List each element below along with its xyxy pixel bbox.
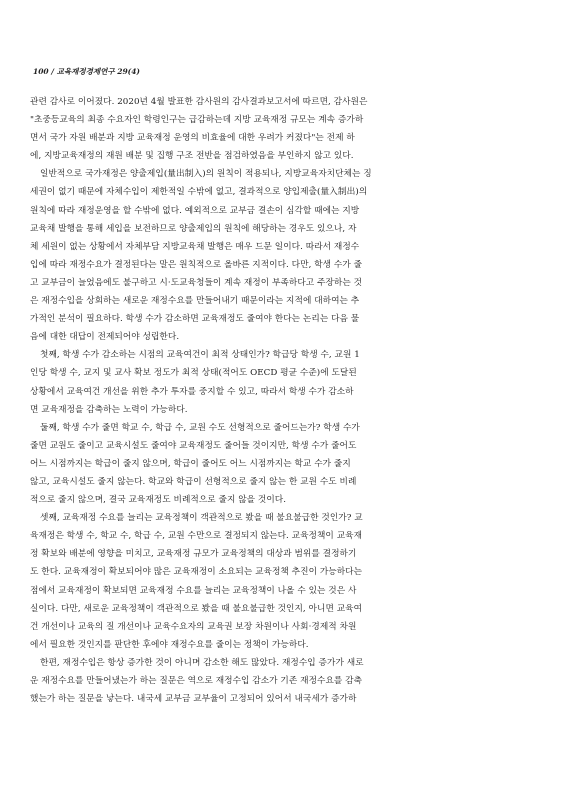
text-line: 운 재정수요를 만들어냈는가 하는 질문은 역으로 재정수입 감소가 기존 재정수요를 감축 bbox=[30, 676, 363, 686]
text-line: 면 교육재정을 감축하는 노력이 가능하다. bbox=[30, 404, 188, 415]
text-line: 않고, 교육시설도 줄지 않는다. 학교와 학급이 선형적으로 줄지 않는 한 교원 수도 비례 bbox=[30, 476, 357, 487]
text-line: 어느 시점까지는 학급이 줄지 않으며, 학급이 줄어도 어느 시점까지는 학교 수가 줄지 bbox=[30, 458, 351, 469]
text-line: 일반적으로 국가재정은 양출제입(量出制入)의 원칙이 적용되나, 지방교육자치단체는 징 bbox=[40, 169, 372, 180]
paragraph bbox=[30, 419, 540, 509]
text-line: 점에서 교육재정이 확보되면 교육재정 수요를 늘리는 교육정책이 나올 수 있는 것은 사 bbox=[30, 585, 357, 596]
paragraph bbox=[30, 509, 540, 654]
text-line: 육재정은 학생 수, 학교 수, 학급 수, 교원 수만으로 결정되지 않는다. 교육정책이 교육재 bbox=[30, 531, 363, 542]
text-line: 상황에서 교육여건 개선을 위한 추가 투자를 중지할 수 있고, 따라서 학생 수가 감소하 bbox=[30, 386, 354, 397]
text-line: 체 세원이 없는 상황에서 자체부담 지방교육채 발행은 매우 드문 일이다. 따라서 재정수 bbox=[30, 241, 360, 252]
text-line: 실이다. 다만, 새로운 교육정책이 객관적으로 봤을 때 불요불급한 것인지, 아니면 교육여 bbox=[30, 603, 363, 614]
journal-title: 교육재정경제연구 29(4) bbox=[56, 67, 140, 76]
text-line: 적으로 줄지 않으며, 결국 교육재정도 비례적으로 줄지 않을 것이다. bbox=[30, 495, 287, 506]
text-line: 면서 국가 자원 배분과 지방 교육재정 운영의 비효율에 대한 우려가 커졌다"는 전제 하 bbox=[30, 133, 355, 144]
text-line: "초중등교육의 최종 수요자인 학령인구는 급감하는데 지방 교육재정 규모는 계속 증가하 bbox=[30, 115, 364, 126]
text-line: 셋째, 교육재정 수요를 늘리는 교육정책이 객관적으로 봤을 때 불요불급한 것인가? 교 bbox=[40, 513, 363, 524]
text-line: 둘째, 학생 수가 줄면 학교 수, 학급 수, 교원 수도 선형적으로 줄어드는가? 학생 수가 bbox=[40, 422, 360, 433]
paragraph bbox=[30, 93, 540, 165]
text-line: 에서 필요한 것인지를 판단한 후에야 재정수요를 줄이는 정책이 가능하다. bbox=[30, 639, 309, 650]
paragraph bbox=[30, 654, 540, 708]
text-line: 한편, 재정수입은 항상 증가한 것이 아니며 감소한 해도 많았다. 재정수입 증가가 새로 bbox=[40, 657, 364, 668]
text-line: 교육채 발행을 통해 세입을 보전하므로 양출제입의 원칙에 해당하는 경우도 있으나, 자 bbox=[30, 223, 357, 234]
page-number: 100 bbox=[33, 67, 49, 76]
text-line: 정 확보와 배분에 영향을 미치고, 교육재정 규모가 교육정책의 대상과 범위를 결정하기 bbox=[30, 549, 357, 560]
text-line: 은 재정수입을 상회하는 새로운 재정수요를 만들어내기 때문이라는 지적에 대하여는 추 bbox=[30, 296, 360, 307]
text-line: 에, 지방교육재정의 재원 배분 및 집행 구조 전반을 점검하였음을 부인하지 않고 있다. bbox=[30, 151, 354, 162]
paragraph bbox=[30, 165, 540, 346]
text-line: 첫째, 학생 수가 감소하는 시점의 교육여건이 최적 상태인가? 학급당 학생 수, 교원 1 bbox=[40, 350, 360, 361]
text-line: 줄면 교원도 줄이고 교육시설도 줄여야 교육재정도 줄어들 것이지만, 학생 수가 줄어도 bbox=[30, 440, 357, 451]
running-header bbox=[33, 66, 140, 77]
body-text bbox=[30, 93, 540, 708]
text-line: 입에 따라 재정수요가 결정된다는 말은 원칙적으로 올바른 지적이다. 다만, 학생 수가 줄 bbox=[30, 259, 363, 270]
paragraph bbox=[30, 346, 540, 418]
text-line: 인당 학생 수, 교지 및 교사 확보 정도가 최적 상태(적어도 OECD 평균 수준)에 도달된 bbox=[30, 368, 357, 379]
text-line: 가적인 분석이 필요하다. 학생 수가 감소하면 교육재정도 줄여야 한다는 논리는 다음 물 bbox=[30, 314, 360, 325]
text-line: 세권이 없기 때문에 자체수입이 제한적일 수밖에 없고, 결과적으로 양입제출(量入制出)의 bbox=[30, 187, 368, 198]
header-separator: / bbox=[51, 67, 55, 76]
text-line: 도 한다. 교육재정이 확보되어야 많은 교육재정이 소요되는 교육정책 추진이 가능하다는 bbox=[30, 567, 363, 578]
text-line: 관련 감사로 이어졌다. 2020년 4월 발표한 감사원의 감사결과보고서에 따르면, 감사원은 bbox=[30, 97, 368, 107]
text-line: 고 교부금이 늘었음에도 불구하고 시·도교육청들이 계속 재정이 부족하다고 주장하는 것 bbox=[30, 277, 363, 288]
text-line: 했는가 하는 질문을 낳는다. 내국세 교부금 교부율이 고정되어 있어서 내국세가 증가하 bbox=[30, 694, 357, 705]
text-line: 원칙에 따라 재정운영을 할 수밖에 없다. 예외적으로 교부금 결손이 심각할 때에는 지방 bbox=[30, 205, 360, 216]
text-line: 건 개선이나 교육의 질 개선이나 교육수요자의 교육권 보장 차원이나 사회·경제적 차원 bbox=[30, 621, 357, 632]
text-line: 음에 대한 대답이 전제되어야 성립한다. bbox=[30, 332, 180, 343]
